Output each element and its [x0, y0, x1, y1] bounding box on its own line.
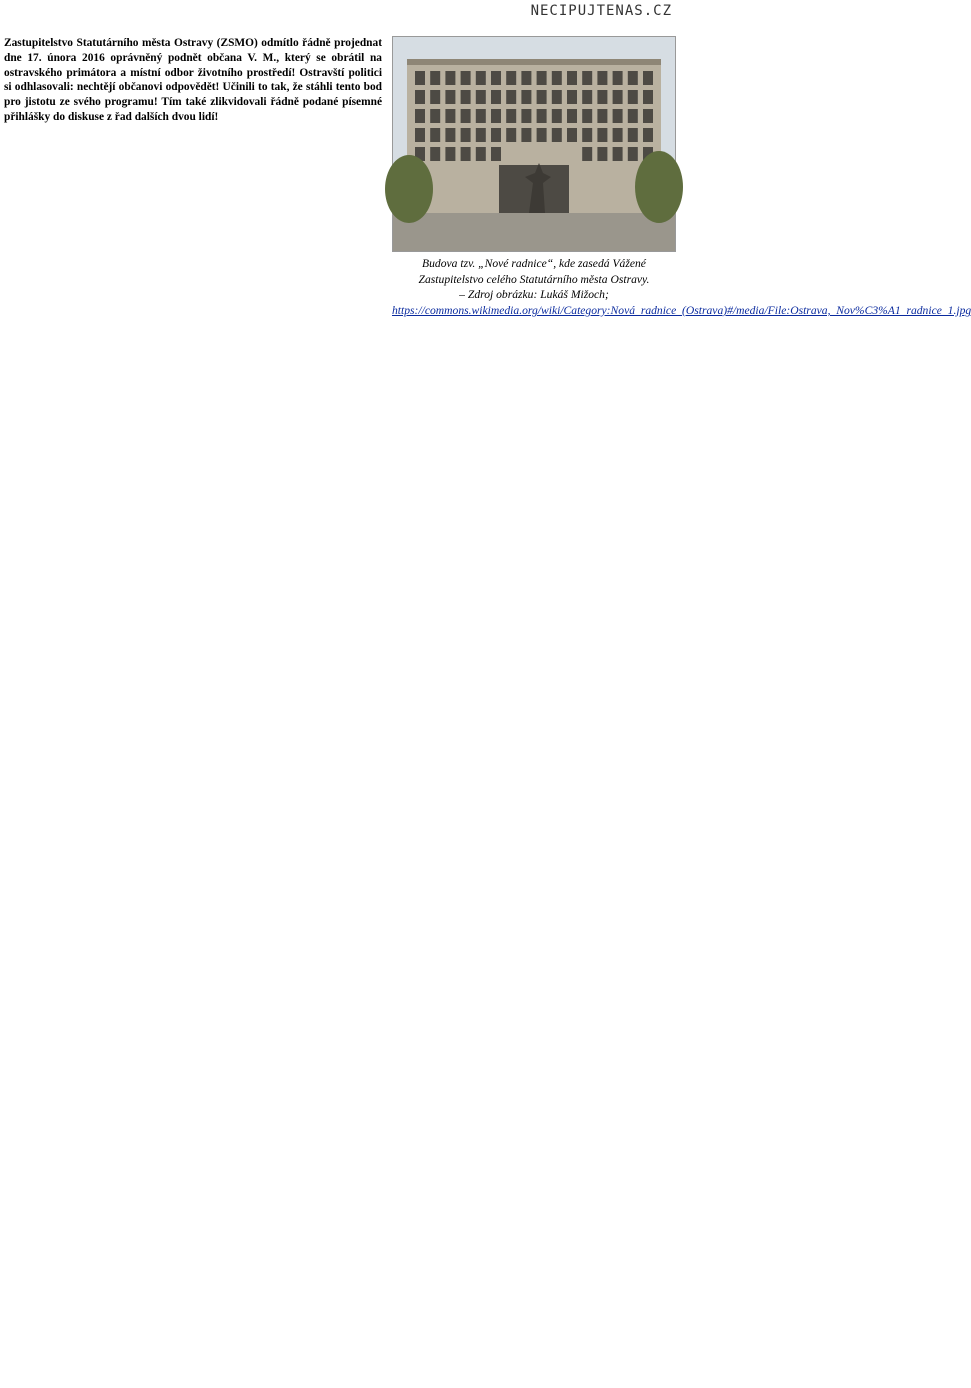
site-header: NECIPUJTENAS.CZ — [530, 3, 672, 19]
figure — [392, 36, 971, 319]
facade-window — [445, 90, 455, 104]
facade-window — [643, 109, 653, 123]
facade-window — [567, 71, 577, 85]
facade-window — [415, 109, 425, 123]
facade-window — [445, 128, 455, 142]
facade-window — [461, 147, 471, 161]
photo-caption — [392, 256, 971, 319]
facade-window — [521, 109, 531, 123]
facade-window — [461, 128, 471, 142]
facade-window — [521, 90, 531, 104]
facade-window — [430, 90, 440, 104]
facade-window — [506, 90, 516, 104]
facade-window — [537, 90, 547, 104]
facade-window — [521, 71, 531, 85]
facade-window — [552, 71, 562, 85]
town-hall-photo — [392, 36, 676, 252]
facade-window — [613, 128, 623, 142]
facade-window — [537, 71, 547, 85]
facade-window — [643, 128, 653, 142]
facade-window — [613, 71, 623, 85]
facade-window — [582, 109, 592, 123]
facade-window — [567, 90, 577, 104]
facade-window — [430, 71, 440, 85]
facade-window — [582, 90, 592, 104]
facade-window — [415, 128, 425, 142]
facade-window — [491, 109, 501, 123]
trees-right — [635, 151, 683, 223]
facade-window — [552, 128, 562, 142]
facade-window — [415, 90, 425, 104]
caption-source-link[interactable]: https://commons.wikimedia.org/wiki/Category:Nová_radnice_(Ostrava)#/media/File:Ostrava,_Nov%C3%A1_radnice_1.jpg — [392, 303, 971, 317]
facade-window — [476, 128, 486, 142]
facade-window — [643, 71, 653, 85]
pavement — [393, 213, 675, 251]
facade-window — [445, 109, 455, 123]
facade-window — [628, 128, 638, 142]
facade-window — [430, 128, 440, 142]
caption-line1: Budova tzv. „Nové radnice“, kde zasedá Vážené Zastupitelstvo celého Statutárního města Ostravy. — [418, 257, 650, 286]
facade-window — [506, 109, 516, 123]
facade-window — [415, 71, 425, 85]
facade-window — [521, 128, 531, 142]
facade-window — [628, 71, 638, 85]
facade-window — [476, 109, 486, 123]
facade-window — [506, 128, 516, 142]
roof-edge — [407, 59, 661, 65]
facade-window — [430, 109, 440, 123]
facade-window — [597, 109, 607, 123]
facade-window — [582, 128, 592, 142]
caption-line2: – Zdroj obrázku: Lukáš Mižoch; — [459, 288, 609, 302]
facade-window — [613, 109, 623, 123]
facade-window — [597, 90, 607, 104]
facade-window — [537, 109, 547, 123]
trees-left — [385, 155, 433, 223]
facade-window — [476, 90, 486, 104]
facade-window — [613, 90, 623, 104]
facade-window — [597, 147, 607, 161]
facade-window — [445, 147, 455, 161]
facade-window — [582, 71, 592, 85]
facade-window — [430, 147, 440, 161]
facade-window — [445, 71, 455, 85]
facade-window — [567, 128, 577, 142]
facade-window — [628, 109, 638, 123]
facade-window — [537, 128, 547, 142]
article — [4, 36, 971, 325]
facade-window — [597, 71, 607, 85]
facade-window — [613, 147, 623, 161]
facade-window — [476, 71, 486, 85]
facade-window — [506, 71, 516, 85]
facade-window — [491, 71, 501, 85]
facade-window — [461, 71, 471, 85]
facade-window — [552, 109, 562, 123]
facade-window — [552, 90, 562, 104]
facade-window — [476, 147, 486, 161]
facade-window — [461, 109, 471, 123]
facade-window — [491, 128, 501, 142]
facade-window — [582, 147, 592, 161]
facade-window — [567, 109, 577, 123]
article-lead: Zastupitelstvo Statutárního města Ostravy (ZSMO) odmítlo řádně projednat dne 17. února 2016 oprávněný podnět občana V. M., který se obrátil na ostravského primátora a místní odbor životního prostředí! Ostravští politici si odhlasovali: nechtějí občanovi odpovědět! Učinili to tak, že stáhli tento bod pro jistotu ze svého programu! Tím také zlikvidovali řádně podané písemné přihlášky do diskuse z řad dalších dvou lidí! — [4, 37, 382, 124]
facade-window — [491, 147, 501, 161]
facade-window — [643, 90, 653, 104]
facade-window — [628, 90, 638, 104]
facade-window — [491, 90, 501, 104]
facade-window — [628, 147, 638, 161]
town-hall-illustration — [393, 37, 675, 251]
facade-window — [597, 128, 607, 142]
facade-window — [461, 90, 471, 104]
